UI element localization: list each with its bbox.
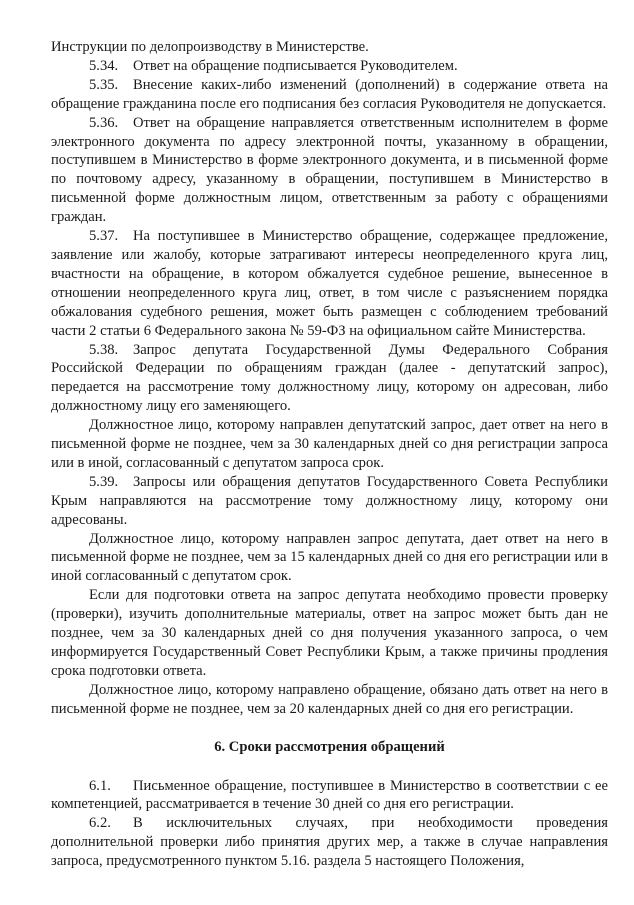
paragraph (51, 341, 608, 417)
paragraph (51, 416, 608, 473)
paragraph (51, 57, 608, 76)
paragraphs-after (51, 777, 608, 872)
paragraph-text: Если для подготовки ответа на запрос депутата необходимо провести проверку (проверки), изучить дополнительные материалы, ответ на запрос может быть дан не позднее, чем за 30 календарных дней со дня получения указанного запроса, о чем информируется Государственный Совет Республики Крым, а также причины продления срока подготовки ответа. (51, 587, 608, 679)
paragraph-text: Письменное обращение, поступившее в Министерство в соответствии с ее компетенцией, рассматривается в течение 30 дней со дня его регистрации. (51, 777, 608, 813)
paragraph (51, 114, 608, 227)
paragraph-number: 5.37. (89, 228, 119, 245)
paragraph-text: Внесение каких-либо изменений (дополнений) в содержание ответа на обращение гражданина после его подписания без согласия Руководителя не допускается. (51, 76, 608, 112)
paragraph-number: 6.2. (89, 815, 111, 832)
paragraph (51, 530, 608, 587)
paragraph (51, 586, 608, 681)
paragraph-text: На поступившее в Министерство обращение, содержащее предложение, заявление или жалобу, которые затрагивают интересы неопределенного круга лиц, вчастности на обращение, в котором обжалуется судебное решение, вынесенное в отношении неопределенного круга лиц, ответ, в том числе с разъяснением порядка обжалования судебного решения, может быть размещен с соблюдением требований части 2 статьи 6 Федерального закона № 59-ФЗ на официальном сайте Министерства. (51, 228, 608, 339)
paragraph (51, 76, 608, 114)
paragraph-text: Должностное лицо, которому направлен запрос депутата, дает ответ на него в письменной форме не позднее, чем за 15 календарных дней со дня его регистрации или в иной согласованный с депутатом срок. (51, 530, 608, 585)
paragraph-text: Запросы или обращения депутатов Государственного Совета Республики Крым направляются на рассмотрение тому должностному лицу, которому они адресованы. (51, 473, 608, 528)
paragraph-number: 5.34. (89, 57, 119, 74)
paragraph-number: 5.38. (89, 341, 119, 358)
paragraphs-before (51, 38, 608, 719)
paragraph-text: Ответ на обращение направляется ответственным исполнителем в форме электронного документа по адресу электронной почты, указанному в обращении, поступившем в Министерство в форме электронного документа, и в письменной форме по почтовому адресу, указанному в обращении, поступившем в Министерство в письменной форме должностным лицом, ответственным за работу с обращениями граждан. (51, 114, 608, 226)
paragraph-number: 5.36. (89, 114, 119, 131)
paragraph-text: Должностное лицо, которому направлено обращение, обязано дать ответ на него в письменной форме не позднее, чем за 20 календарных дней со дня его регистрации. (51, 681, 608, 717)
document-page (51, 38, 608, 871)
paragraph (51, 681, 608, 719)
paragraph (51, 814, 608, 871)
paragraph-number: 6.1. (89, 777, 111, 794)
paragraph-number: 5.39. (89, 473, 119, 490)
paragraph-number: 5.35. (89, 76, 119, 93)
section-heading: 6. Сроки рассмотрения обращений (214, 738, 445, 755)
paragraph-text: Инструкции по делопроизводству в Министерстве. (51, 39, 369, 55)
paragraph (51, 473, 608, 530)
paragraph (51, 38, 608, 57)
paragraph-text: В исключительных случаях, при необходимости проведения дополнительной проверки либо принятия других мер, а также в случае направления запроса, предусмотренного пунктом 5.16. раздела 5 настоящего Положения, (51, 815, 608, 870)
paragraph-text: Запрос депутата Государственной Думы Федерального Собрания Российской Федерации по обращениям граждан (далее - депутатский запрос), передается на рассмотрение тому должностному лицу, которому он адресован, либо должностному лицу его заменяющего. (51, 341, 608, 415)
paragraph (51, 777, 608, 815)
paragraph (51, 227, 608, 340)
paragraph-text: Должностное лицо, которому направлен депутатский запрос, дает ответ на него в письменной форме не позднее, чем за 30 календарных дней со дня регистрации запроса или в иной, согласованный с депутатом запроса срок. (51, 417, 608, 471)
paragraph-text: Ответ на обращение подписывается Руководителем. (133, 57, 458, 74)
